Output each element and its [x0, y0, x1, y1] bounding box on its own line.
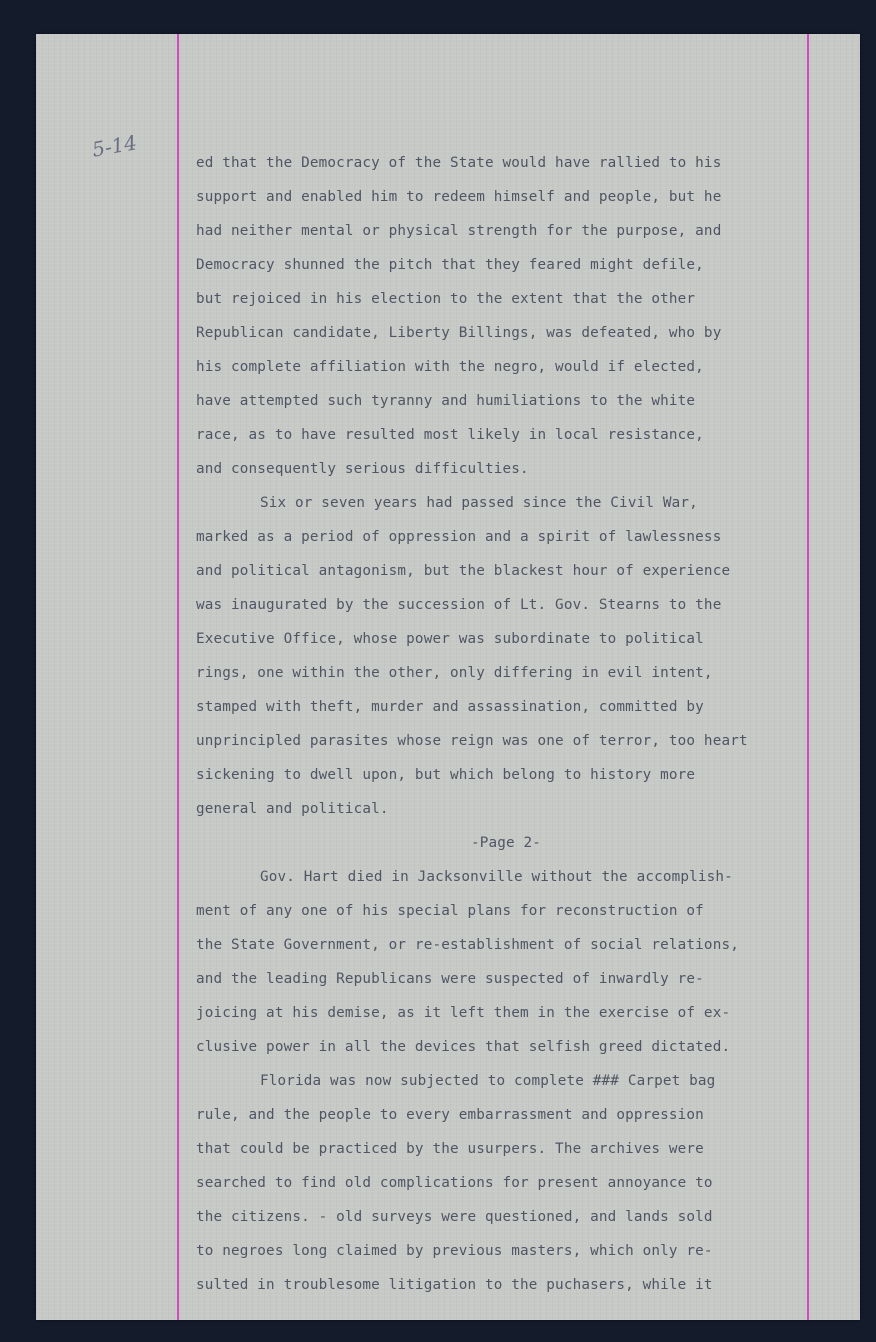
text-line: ed that the Democracy of the State would have rallied to his: [196, 155, 722, 171]
left-margin-line: [177, 34, 179, 1320]
text-line: rule, and the people to every embarrassment and oppression: [196, 1107, 704, 1123]
text-line: rings, one within the other, only differing in evil intent,: [196, 665, 713, 681]
paragraph-start-line: Gov. Hart died in Jacksonville without the accomplish-: [260, 869, 733, 885]
text-line: but rejoiced in his election to the extent that the other: [196, 291, 696, 307]
text-line: ment of any one of his special plans for reconstruction of: [196, 903, 704, 919]
text-line: race, as to have resulted most likely in local resistance,: [196, 427, 704, 443]
text-line: the State Government, or re-establishment of social relations,: [196, 937, 739, 953]
text-line: Democracy shunned the pitch that they feared might defile,: [196, 257, 704, 273]
text-line: and the leading Republicans were suspected of inwardly re-: [196, 971, 704, 987]
text-line: and consequently serious difficulties.: [196, 461, 529, 477]
text-line: sickening to dwell upon, but which belong to history more: [196, 767, 696, 783]
text-line: was inaugurated by the succession of Lt. Gov. Stearns to the: [196, 597, 722, 613]
text-line: stamped with theft, murder and assassination, committed by: [196, 699, 704, 715]
document-page: [36, 34, 860, 1320]
page-heading: -Page 2-: [470, 835, 542, 851]
text-line: general and political.: [196, 801, 389, 817]
text-line: clusive power in all the devices that selfish greed dictated.: [196, 1039, 731, 1055]
text-line: marked as a period of oppression and a spirit of lawlessness: [196, 529, 722, 545]
text-line: searched to find old complications for present annoyance to: [196, 1175, 713, 1191]
typed-text-body: [196, 146, 856, 1302]
text-line: support and enabled him to redeem himself and people, but he: [196, 189, 722, 205]
text-line: his complete affiliation with the negro, would if elected,: [196, 359, 704, 375]
paragraph-start-line: Florida was now subjected to complete ### Carpet bag: [260, 1073, 716, 1089]
text-line: had neither mental or physical strength for the purpose, and: [196, 223, 722, 239]
text-line: unprincipled parasites whose reign was one of terror, too heart: [196, 733, 748, 749]
text-line: Executive Office, whose power was subordinate to political: [196, 631, 704, 647]
text-line: Republican candidate, Liberty Billings, was defeated, who by: [196, 325, 722, 341]
handwritten-page-mark: 5-14: [90, 130, 139, 162]
text-line: to negroes long claimed by previous masters, which only re-: [196, 1243, 713, 1259]
text-line: sulted in troublesome litigation to the puchasers, while it: [196, 1277, 713, 1293]
text-line: have attempted such tyranny and humiliations to the white: [196, 393, 696, 409]
text-line: that could be practiced by the usurpers. The archives were: [196, 1141, 704, 1157]
text-line: the citizens. - old surveys were questioned, and lands sold: [196, 1209, 713, 1225]
text-line: and political antagonism, but the blackest hour of experience: [196, 563, 731, 579]
text-line: joicing at his demise, as it left them in the exercise of ex-: [196, 1005, 731, 1021]
paragraph-start-line: Six or seven years had passed since the Civil War,: [260, 495, 698, 511]
